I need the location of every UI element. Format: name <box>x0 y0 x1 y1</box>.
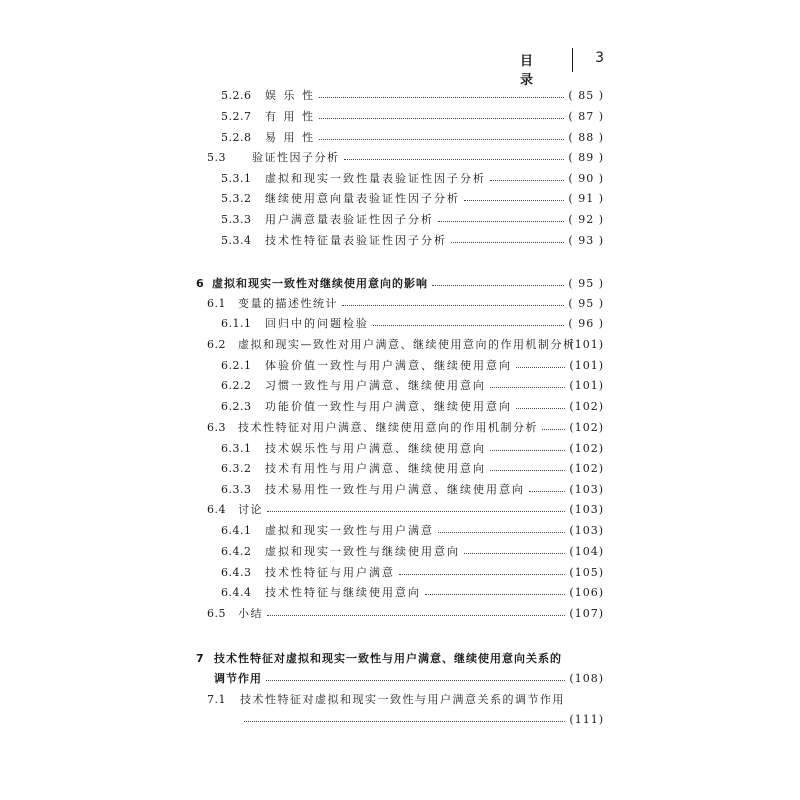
toc-entry-number: 5.2.8 <box>221 130 252 144</box>
toc-entry-page: ( 87 ) <box>568 109 604 123</box>
toc-entry[interactable] <box>0 335 800 353</box>
toc-entry-number: 5.2.6 <box>221 88 252 102</box>
toc-entry-number: 6 <box>196 276 205 290</box>
toc-entry-title: 用户满意量表验证性因子分析 <box>265 213 434 226</box>
toc-entry-number: 5.2.7 <box>221 109 252 123</box>
toc-entry-number: 6.5 <box>207 606 226 620</box>
dot-leader <box>451 241 564 243</box>
toc-entry-title: 技术易用性一致性与用户满意、继续使用意向 <box>265 483 525 496</box>
header-page-number: 3 <box>595 50 604 66</box>
toc-entry-page: (102) <box>569 441 604 455</box>
toc-entry-number: 6.3.3 <box>221 482 252 496</box>
toc-entry-page: ( 92 ) <box>568 212 604 226</box>
dot-leader <box>438 220 564 222</box>
toc-entry-number: 6.3.1 <box>221 441 252 455</box>
dot-leader <box>267 510 565 512</box>
dot-leader <box>529 490 565 492</box>
dot-leader <box>267 614 565 616</box>
toc-entry-number: 6.1.1 <box>221 316 252 330</box>
toc-entry[interactable] <box>0 210 800 228</box>
toc-entry-number: 6.2.2 <box>221 378 252 392</box>
toc-entry-page: ( 93 ) <box>568 233 604 247</box>
toc-entry-title: 功能价值一致性与用户满意、继续使用意向 <box>265 400 512 413</box>
dot-leader <box>319 138 564 140</box>
toc-entry-title: 体验价值一致性与用户满意、继续使用意向 <box>265 359 512 372</box>
toc-entry-page: ( 89 ) <box>568 150 604 164</box>
toc-entry-title: 虚拟和现实一致性与用户满意 <box>265 524 434 537</box>
toc-entry-page: ( 85 ) <box>568 88 604 102</box>
toc-entry[interactable] <box>0 542 800 560</box>
toc-entry-page: ( 91 ) <box>568 191 604 205</box>
toc-entry-number: 6.3.2 <box>221 461 252 475</box>
toc-entry-number: 6.4.2 <box>221 544 252 558</box>
toc-entry[interactable] <box>0 459 800 477</box>
toc-entry[interactable] <box>0 356 800 374</box>
toc-entry[interactable] <box>0 669 800 687</box>
toc-entry[interactable] <box>0 480 800 498</box>
toc-entry-number: 6.2.1 <box>221 358 252 372</box>
toc-entry-title: 易 用 性 <box>265 131 315 144</box>
toc-entry[interactable] <box>0 148 800 166</box>
toc-entry-page: (101) <box>569 358 604 372</box>
toc-entry-page: ( 90 ) <box>568 171 604 185</box>
toc-entry-number: 6.4 <box>207 502 226 516</box>
toc-entry-page: (111) <box>569 712 604 726</box>
toc-entry-title: 虚拟和现实—致性对用户满意、继续使用意向的作用机制分析 <box>238 338 576 351</box>
toc-entry-title: 验证性因子分析 <box>252 151 340 164</box>
toc-entry-page: (101) <box>569 378 604 392</box>
toc-entry[interactable] <box>0 231 800 249</box>
toc-entry-page: ( 95 ) <box>568 276 604 290</box>
toc-entry-title: 技术性特征对虚拟和现实一致性与用户满意、继续使用意向关系的 <box>214 652 562 665</box>
running-header <box>520 50 610 88</box>
toc-entry[interactable] <box>0 189 800 207</box>
dot-leader <box>432 284 564 286</box>
toc-entry[interactable] <box>0 418 800 436</box>
toc-entry-page: (102) <box>569 420 604 434</box>
toc-entry[interactable] <box>0 500 800 518</box>
toc-entry-title: 调节作用 <box>214 672 262 685</box>
toc-entry[interactable] <box>0 107 800 125</box>
toc-entry[interactable] <box>0 439 800 457</box>
toc-entry-number: 5.3.4 <box>221 233 252 247</box>
dot-leader <box>490 179 564 181</box>
toc-entry-number: 6.2 <box>207 337 226 351</box>
toc-entry-page: (106) <box>569 585 604 599</box>
toc-entry[interactable] <box>0 376 800 394</box>
dot-leader <box>516 407 565 409</box>
dot-leader <box>244 720 565 722</box>
toc-entry-number: 6.3 <box>207 420 226 434</box>
toc-entry-title: 技术性特征对虚拟和现实一致性与用户满意关系的调节作用 <box>240 693 565 706</box>
toc-entry[interactable] <box>0 521 800 539</box>
toc-entry[interactable] <box>0 86 800 104</box>
toc-entry-title: 虚拟和现实一致性量表验证性因子分析 <box>265 172 486 185</box>
toc-entry-title: 娱 乐 性 <box>265 89 315 102</box>
dot-leader <box>425 593 565 595</box>
dot-leader <box>438 531 565 533</box>
toc-entry-page: (105) <box>569 565 604 579</box>
dot-leader <box>344 158 565 160</box>
dot-leader <box>373 324 564 326</box>
dot-leader <box>342 304 564 306</box>
toc-entry[interactable] <box>0 710 800 728</box>
dot-leader <box>490 449 565 451</box>
dot-leader <box>490 469 565 471</box>
dot-leader <box>542 428 565 430</box>
toc-entry[interactable] <box>0 583 800 601</box>
toc-entry-number: 6.2.3 <box>221 399 252 413</box>
dot-leader <box>516 366 565 368</box>
dot-leader <box>464 199 564 201</box>
toc-entry-number: 6.1 <box>207 296 226 310</box>
toc-entry-page: (108) <box>569 671 604 685</box>
toc-entry-number: 7 <box>196 651 205 665</box>
toc-entry[interactable] <box>0 563 800 581</box>
toc-entry-page: (107) <box>569 606 604 620</box>
toc-entry-page: (102) <box>569 461 604 475</box>
toc-entry-number: 5.3.2 <box>221 191 252 205</box>
dot-leader <box>464 552 565 554</box>
toc-entry-number: 6.4.4 <box>221 585 252 599</box>
toc-entry-title: 技术娱乐性与用户满意、继续使用意向 <box>265 442 486 455</box>
toc-entry-title: 继续使用意向量表验证性因子分析 <box>265 192 460 205</box>
toc-entry-title: 技术性特征与用户满意 <box>265 566 395 579</box>
toc-entry-title: 回归中的问题检验 <box>265 317 369 330</box>
dot-leader <box>490 386 565 388</box>
toc-entry-page: (103) <box>569 482 604 496</box>
toc-entry[interactable] <box>0 274 800 292</box>
dot-leader <box>319 96 564 98</box>
toc-entry-page: (102) <box>569 399 604 413</box>
toc-entry-number: 5.3.1 <box>221 171 252 185</box>
toc-entry[interactable] <box>0 649 800 667</box>
toc-entry-title: 讨论 <box>238 503 263 516</box>
toc-entry-page: ( 95 ) <box>568 296 604 310</box>
toc-entry-title: 虚拟和现实一致性对继续使用意向的影响 <box>212 277 428 290</box>
toc-entry-title: 虚拟和现实一致性与继续使用意向 <box>265 545 460 558</box>
toc-entry[interactable] <box>0 690 800 708</box>
toc-entry-title: 技术性特征与继续使用意向 <box>265 586 421 599</box>
toc-entry[interactable] <box>0 397 800 415</box>
dot-leader <box>266 679 565 681</box>
toc-entry-title: 变量的描述性统计 <box>238 297 338 310</box>
dot-leader <box>399 573 565 575</box>
toc-entry-number: 5.3.3 <box>221 212 252 226</box>
toc-entry[interactable] <box>0 314 800 332</box>
toc-entry-title: 技术性特征对用户满意、继续使用意向的作用机制分析 <box>238 421 538 434</box>
toc-entry-title: 技术有用性与用户满意、继续使用意向 <box>265 462 486 475</box>
toc-entry-number: 5.3 <box>207 150 226 164</box>
toc-entry-title: 小结 <box>238 607 263 620</box>
toc-entry-page: (104) <box>569 544 604 558</box>
toc-entry-title: 习惯一致性与用户满意、继续使用意向 <box>265 379 486 392</box>
toc-entry-number: 7.1 <box>207 692 226 706</box>
toc-entry-number: 6.4.3 <box>221 565 252 579</box>
toc-entry-page: ( 96 ) <box>568 316 604 330</box>
toc-entry-page: (103) <box>569 523 604 537</box>
toc-entry[interactable] <box>0 169 800 187</box>
toc-entry-title: 技术性特征量表验证性因子分析 <box>265 234 447 247</box>
toc-entry-number: 6.4.1 <box>221 523 252 537</box>
toc-entry-page: (103) <box>569 502 604 516</box>
toc-entry-page: (101) <box>569 337 604 351</box>
header-divider <box>572 48 573 72</box>
toc-entry[interactable] <box>0 294 800 312</box>
toc-entry-title: 有 用 性 <box>265 110 315 123</box>
dot-leader <box>319 117 564 119</box>
toc-entry[interactable] <box>0 128 800 146</box>
header-title: 目 录 <box>520 54 544 88</box>
toc-entry-page: ( 88 ) <box>568 130 604 144</box>
toc-entry[interactable] <box>0 604 800 622</box>
